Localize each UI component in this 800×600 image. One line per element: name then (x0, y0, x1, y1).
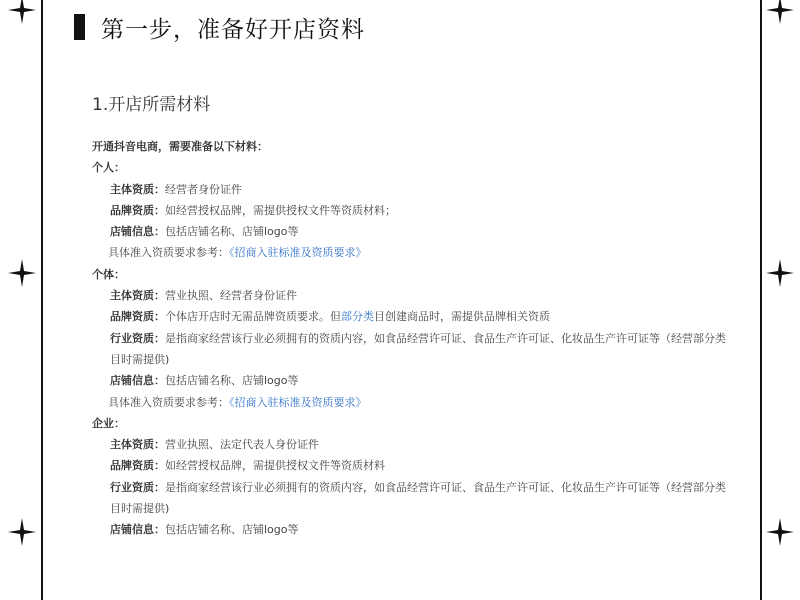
item-text: 是指商家经营该行业必须拥有的资质内容，如食品经营许可证、食品生产许可证、化妆品生产许可证等（经营部分类 (165, 480, 726, 494)
frame-line-left (41, 0, 43, 600)
item-label: 品牌资质： (110, 203, 165, 217)
list-item (92, 221, 757, 242)
reference-link[interactable]: 《招商入驻标准及资质要求》 (229, 246, 367, 260)
item-text: 营业执照、法定代表人身份证件 (165, 438, 319, 452)
item-text: 营业执照、经营者身份证件 (165, 289, 297, 303)
group-label-personal: 个人： (92, 161, 125, 175)
item-text: 目创建商品时，需提供品牌相关资质 (374, 310, 550, 324)
list-item-continuation (92, 349, 757, 370)
sparkle-star-icon (766, 518, 794, 546)
list-item (92, 519, 757, 540)
item-text: 是指商家经营该行业必须拥有的资质内容，如食品经营许可证、食品生产许可证、化妆品生产许可证等（经营部分类 (165, 331, 726, 345)
item-text: 包括店铺名称、店铺logo等 (165, 374, 299, 388)
reference-line (92, 392, 757, 413)
item-text: 个体店开店时无需品牌资质要求。但 (165, 310, 341, 324)
item-label: 品牌资质： (110, 310, 165, 324)
reference-line (92, 242, 757, 263)
list-item (92, 434, 757, 455)
item-label: 行业资质： (110, 480, 165, 494)
list-item (92, 477, 757, 498)
document-body (92, 93, 757, 541)
list-item-continuation (92, 498, 757, 519)
item-label: 店铺信息： (110, 374, 165, 388)
list-item (92, 306, 757, 327)
item-label: 主体资质： (110, 182, 165, 196)
item-text: 目时需提供) (110, 352, 170, 366)
page-title: 第一步，准备好开店资料 (101, 16, 365, 43)
item-text: 如经营授权品牌，需提供授权文件等资质材料； (165, 203, 396, 217)
page-header (74, 11, 365, 43)
sparkle-star-icon (8, 518, 36, 546)
list-item (92, 179, 757, 200)
item-label: 主体资质： (110, 438, 165, 452)
item-label: 品牌资质： (110, 459, 165, 473)
intro-text: 开通抖音电商，需要准备以下材料： (92, 140, 268, 153)
list-item (92, 328, 757, 349)
item-text: 目时需提供) (110, 502, 170, 516)
section-title: 1.开店所需材料 (92, 95, 211, 115)
item-label: 店铺信息： (110, 225, 165, 239)
header-bar-marker (74, 14, 85, 40)
list-item (92, 200, 757, 221)
sparkle-star-icon (766, 259, 794, 287)
item-text: 包括店铺名称、店铺logo等 (165, 225, 299, 239)
sparkle-star-icon (8, 0, 36, 24)
list-item (92, 370, 757, 391)
list-item (92, 285, 757, 306)
reference-link[interactable]: 《招商入驻标准及资质要求》 (229, 395, 367, 409)
category-link[interactable]: 部分类 (341, 310, 374, 324)
sparkle-star-icon (8, 259, 36, 287)
group-label-enterprise: 企业： (92, 416, 125, 430)
reference-prefix: 具体准入资质要求参考： (108, 395, 229, 409)
item-label: 主体资质： (110, 289, 165, 303)
item-text: 经营者身份证件 (165, 182, 242, 196)
list-item (92, 455, 757, 476)
sparkle-star-icon (766, 0, 794, 24)
frame-line-right (760, 0, 762, 600)
item-text: 如经营授权品牌，需提供授权文件等资质材料 (165, 459, 385, 473)
item-text: 包括店铺名称、店铺logo等 (165, 523, 299, 537)
item-label: 店铺信息： (110, 523, 165, 537)
reference-prefix: 具体准入资质要求参考： (108, 246, 229, 260)
group-label-individual: 个体： (92, 267, 125, 281)
item-label: 行业资质： (110, 331, 165, 345)
